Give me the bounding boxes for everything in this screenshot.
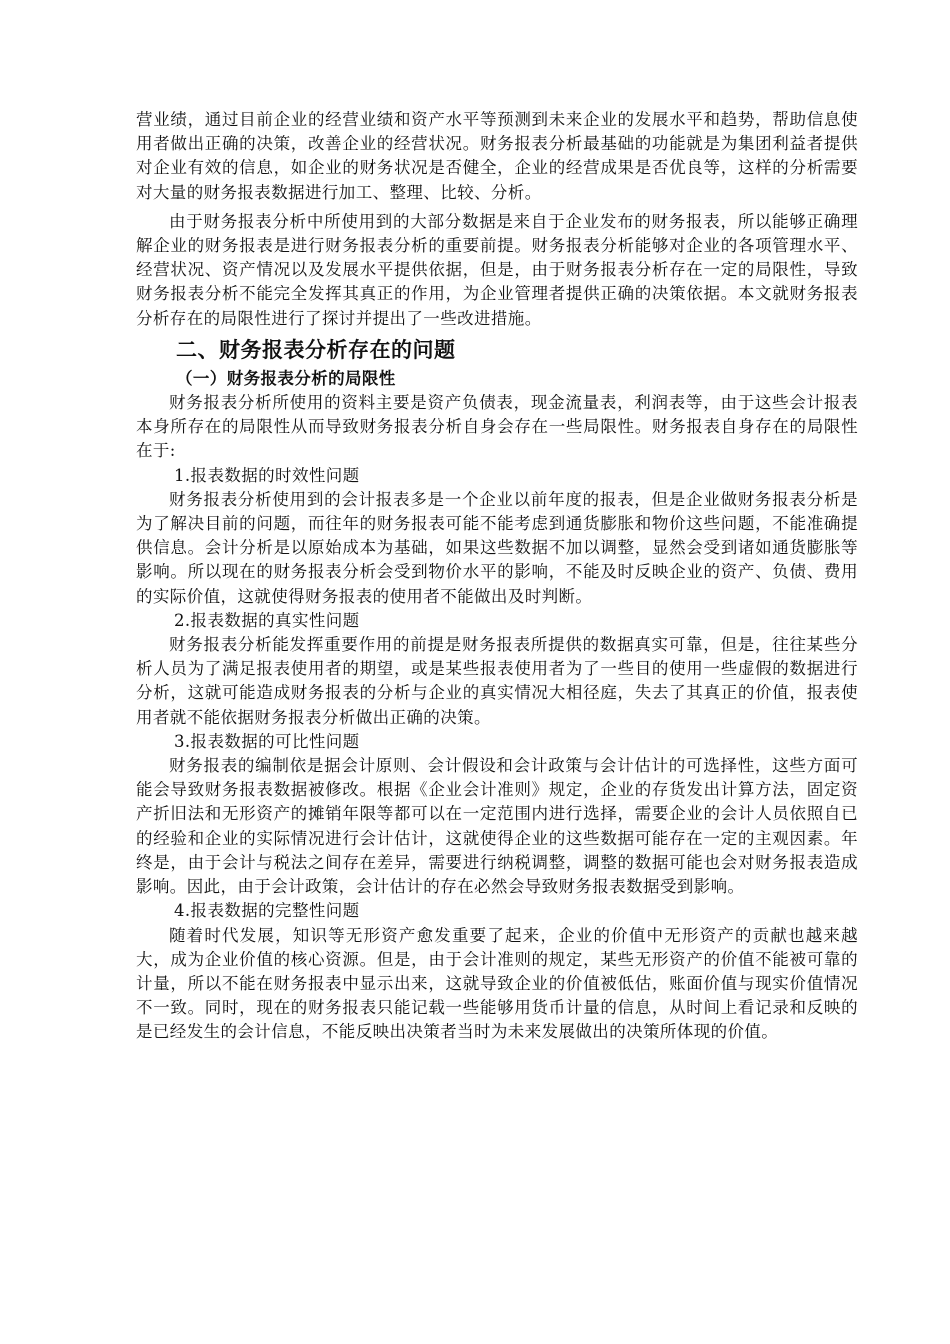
item-body-1: 财务报表分析使用到的会计报表多是一个企业以前年度的报表，但是企业做财务报表分析是为了解决目前的问题，而往年的财务报表可能不能考虑到通货膨胀和物价这些问题，不能准确提供信息。会计分析是以原始成本为基础，如果这些数据不加以调整，显然会受到诸如通货膨胀等影响。所以现在的财务报表分析会受到物价水平的影响，不能及时反映企业的资产、负债、费用的实际价值，这就使得财务报表的使用者不能做出及时判断。 bbox=[136, 489, 858, 606]
intro-paragraph-2: 由于财务报表分析中所使用到的大部分数据是来自于企业发布的财务报表，所以能够正确理解企业的财务报表是进行财务报表分析的重要前提。财务报表分析能够对企业的各项管理水平、经营状况、资产情况以及发展水平提供依据，但是，由于财务报表分析存在一定的局限性，导致财务报表分析不能完全发挥其真正的作用，为企业管理者提供正确的决策依据。本文就财务报表分析存在的局限性进行了探讨并提出了一些改进措施。 bbox=[136, 211, 858, 328]
intro-paragraph-1: 营业绩，通过目前企业的经营业绩和资产水平等预测到未来企业的发展水平和趋势，帮助信息使用者做出正确的决策，改善企业的经营状况。财务报表分析最基础的功能就是为集团利益者提供对企业有效的信息，如企业的财务状况是否健全，企业的经营成果是否优良等，这样的分析需要对大量的财务报表数据进行加工、整理、比较、分析。 bbox=[136, 110, 858, 202]
item-body-4: 随着时代发展，知识等无形资产愈发重要了起来，企业的价值中无形资产的贡献也越来越大，成为企业价值的核心资源。但是，由于会计准则的规定，某些无形资产的价值不能被可靠的计量，所以不能在财务报表中显示出来，这就导致企业的价值被低估，账面价值与现实价值情况不一致。同时，现在的财务报表只能记载一些能够用货币计量的信息，从时间上看记录和反映的是已经发生的会计信息，不能反映出决策者当时为未来发展做出的决策所体现的价值。 bbox=[136, 925, 858, 1042]
subsection-intro: 财务报表分析所使用的资料主要是资产负债表，现金流量表，利润表等，由于这些会计报表本身所存在的局限性从而导致财务报表分析自身会存在一些局限性。财务报表自身存在的局限性在于: bbox=[136, 393, 858, 461]
item-body-3: 财务报表的编制依是据会计原则、会计假设和会计政策与会计估计的可选择性，这些方面可能会导致财务报表数据被修改。根据《企业会计准则》规定，企业的存货发出计算方法，固定资产折旧法和无形资产的摊销年限等都可以在一定范围内进行选择，需要企业的会计人员依照自已的经验和企业的实际情况进行会计估计，这就使得企业的这些数据可能存在一定的主观因素。年终是，由于会计与税法之间存在差异，需要进行纳税调整，调整的数据可能也会对财务报表造成影响。因此，由于会计政策，会计估计的存在必然会导致财务报表数据受到影响。 bbox=[136, 756, 858, 897]
item-body-2: 财务报表分析能发挥重要作用的前提是财务报表所提供的数据真实可靠，但是，往往某些分析人员为了满足报表使用者的期望，或是某些报表使用者为了一些目的使用一些虚假的数据进行分析，这就可能造成财务报表的分析与企业的真实情况大相径庭，失去了其真正的价值，报表使用者就不能依据财务报表分析做出正确的决策。 bbox=[136, 635, 858, 727]
section-heading: 二、财务报表分析存在的问题 bbox=[176, 337, 456, 362]
document-page bbox=[136, 108, 858, 1045]
item-heading-3: 3.报表数据的可比性问题 bbox=[174, 731, 360, 751]
subsection-heading: （一）财务报表分析的局限性 bbox=[176, 368, 396, 388]
item-heading-2: 2.报表数据的真实性问题 bbox=[174, 610, 360, 630]
item-heading-4: 4.报表数据的完整性问题 bbox=[174, 901, 360, 921]
item-heading-1: 1.报表数据的时效性问题 bbox=[174, 465, 360, 485]
